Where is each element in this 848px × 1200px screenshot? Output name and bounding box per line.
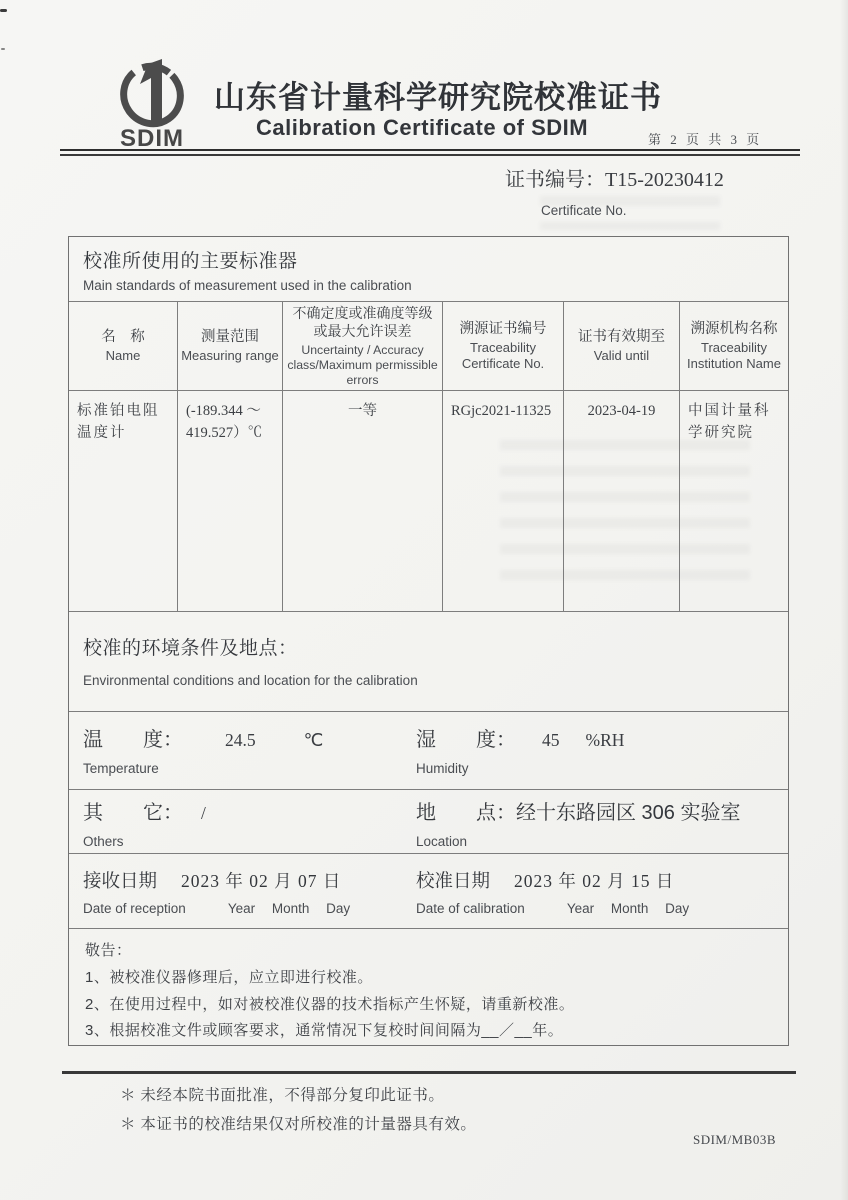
standards-table-header-row <box>69 301 788 391</box>
reception-date-label-en: Date of reception <box>83 901 186 917</box>
scan-artifact <box>1 48 5 50</box>
dates-row <box>69 854 788 929</box>
location-label-zh: 地 点： <box>416 801 516 824</box>
standards-table <box>69 301 788 612</box>
others-location-row <box>69 790 788 855</box>
reception-date-label-zh: 接收日期 <box>83 870 158 892</box>
others-label-zh: 其 它： <box>83 801 183 824</box>
logo-text: SDIM <box>120 125 184 150</box>
column-header-en: Traceability Institution Name <box>687 340 781 372</box>
certificate-number-label-en: Certificate No. <box>541 203 627 218</box>
certificate-title-zh: 山东省计量科学研究院校准证书 <box>214 80 662 115</box>
column-header-zh: 测量范围 <box>201 328 259 345</box>
location-field <box>416 790 788 854</box>
sdim-logo-graphic <box>96 58 212 150</box>
reception-date-line <box>83 867 416 893</box>
column-header-name <box>69 302 177 390</box>
notice-section <box>69 929 788 1045</box>
reception-date-units-en: Year Month Day <box>227 901 351 917</box>
notice-item: 1、被校准仪器修理后，应立即进行校准。 <box>85 968 373 986</box>
calibration-date-units-en: Year Month Day <box>566 901 690 917</box>
column-header-uncertainty <box>282 302 442 390</box>
column-header-valid-until <box>563 302 679 390</box>
cell-measuring-range: (-189.344 ～ 419.527）℃ <box>177 391 282 611</box>
others-field <box>69 790 416 854</box>
column-header-en: Valid until <box>593 348 650 364</box>
cell-standard-name: 标准铂电阻温度计 <box>77 402 160 442</box>
column-header-zh: 名 称 <box>101 328 145 345</box>
temperature-value: 24.5 <box>225 729 256 750</box>
column-header-traceability-institution <box>679 302 788 390</box>
location-line <box>416 796 788 825</box>
header-divider <box>60 149 800 156</box>
cell-valid-until: 2023-04-19 <box>563 391 679 611</box>
calibration-date-label-en: Date of calibration <box>416 901 525 917</box>
humidity-field <box>416 712 788 789</box>
column-header-en: Uncertainty / Accuracy class/Maximum permissible errors <box>287 342 438 387</box>
location-value: 经十东路园区 306 实验室 <box>516 801 741 824</box>
reception-date-value: 2023 年 02 月 07 日 <box>181 871 342 892</box>
standards-title-zh: 校准所使用的主要标准器 <box>83 251 298 272</box>
calibration-date-label-zh: 校准日期 <box>416 870 491 892</box>
column-header-zh: 溯源证书编号 <box>459 320 547 337</box>
location-label-en: Location <box>416 833 468 849</box>
certificate-number-block <box>505 163 785 218</box>
column-header-en: Name <box>105 348 141 364</box>
humidity-label-zh: 湿 度： <box>416 728 516 751</box>
temperature-label-en: Temperature <box>83 760 159 776</box>
sdim-logo <box>96 58 212 150</box>
scan-artifact <box>0 9 7 12</box>
calibration-date-field <box>416 854 788 928</box>
calibration-date-en <box>416 901 788 916</box>
footnote: ＊ 本证书的校准结果仅对所校准的计量器具有效。 <box>120 1115 477 1133</box>
column-header-zh: 不确定度或准确度等级或最大允许误差 <box>292 305 433 340</box>
column-header-zh: 证书有效期至 <box>578 328 665 345</box>
temperature-label-zh: 温 度： <box>83 728 183 751</box>
humidity-value: 45 <box>542 729 560 750</box>
environment-section-header <box>69 612 788 712</box>
certificate-title-en: Calibration Certificate of SDIM <box>256 115 589 140</box>
certificate-number-value: T15-20230412 <box>605 169 724 191</box>
environment-title-zh: 校准的环境条件及地点： <box>83 638 298 660</box>
certificate-body-box <box>68 236 789 1046</box>
temperature-unit: ℃ <box>303 729 324 750</box>
footer-divider <box>62 1071 796 1074</box>
calibration-date-line <box>416 867 788 893</box>
calibration-date-value: 2023 年 02 月 15 日 <box>514 871 675 892</box>
others-value: / <box>201 802 206 823</box>
notice-item: 3、根据校准文件或顾客要求，通常情况下复校时间间隔为__／__年。 <box>85 1022 564 1040</box>
temperature-field <box>69 712 416 789</box>
humidity-unit: %RH <box>585 729 625 750</box>
notice-title: 敬告： <box>85 942 132 960</box>
temperature-line <box>83 723 416 752</box>
cell-traceability-institution: 中国计量科学研究院 <box>679 391 788 611</box>
column-header-measuring-range <box>177 302 282 390</box>
column-header-en: Measuring range <box>181 348 279 364</box>
humidity-line <box>416 723 788 752</box>
notice-item: 2、在使用过程中，如对被校准仪器的技术指标产生怀疑，请重新校准。 <box>85 995 575 1013</box>
standards-section-header <box>69 237 788 301</box>
cell-accuracy-class: 一等 <box>282 391 442 611</box>
certificate-number-label-zh: 证书编号： <box>505 169 605 191</box>
temperature-humidity-row <box>69 712 788 790</box>
column-header-en: Traceability Certificate No. <box>461 340 545 372</box>
footnotes-block <box>120 1082 476 1139</box>
reception-date-en <box>83 901 416 916</box>
certificate-number-line <box>505 163 785 192</box>
column-header-zh: 溯源机构名称 <box>690 320 778 337</box>
reception-date-field <box>69 854 416 928</box>
standards-title-en: Main standards of measurement used in the calibration <box>83 278 412 293</box>
form-code: SDIM/MB03B <box>692 1132 776 1147</box>
standards-table-data-row <box>69 391 788 611</box>
column-header-traceability-cert-no <box>442 302 563 390</box>
page-number-indicator: 第 2 页 共 3 页 <box>648 132 763 147</box>
cell-traceability-cert-no: RGjc2021-11325 <box>442 391 563 611</box>
others-line <box>83 796 416 825</box>
footnote: ＊ 未经本院书面批准，不得部分复印此证书。 <box>120 1087 445 1104</box>
humidity-label-en: Humidity <box>416 760 469 776</box>
others-label-en: Others <box>83 833 124 849</box>
environment-title-en: Environmental conditions and location for the calibration <box>83 673 418 689</box>
